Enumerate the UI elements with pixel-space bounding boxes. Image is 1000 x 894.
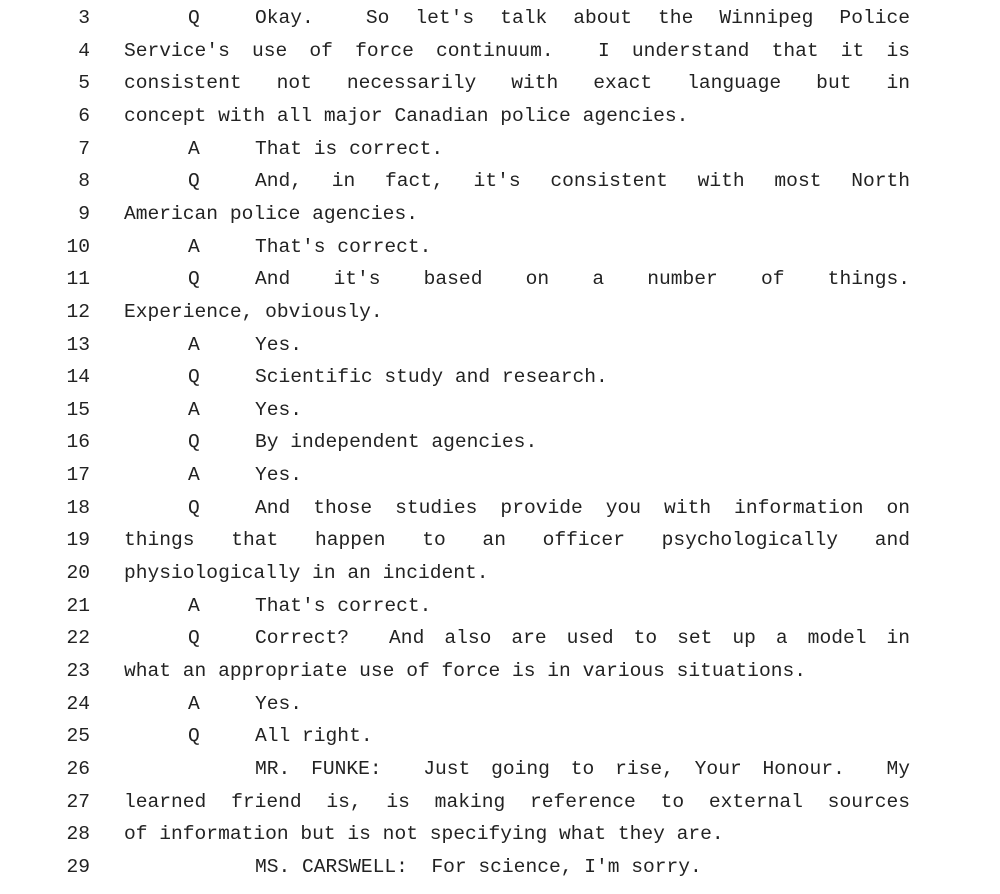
line-number: 21 xyxy=(66,594,90,617)
speaker-marker: Q xyxy=(188,268,200,291)
line-text: And, in fact, it's consistent with most North xyxy=(255,170,910,193)
line-text: Yes. xyxy=(255,692,303,715)
line-number: 20 xyxy=(66,562,90,585)
line-number: 16 xyxy=(66,431,90,454)
line-number: 27 xyxy=(66,790,90,813)
transcript-line xyxy=(0,851,1000,883)
line-text: consistent not necessarily with exact language but in xyxy=(124,72,910,95)
line-text: Yes. xyxy=(255,398,303,421)
transcript-line xyxy=(0,361,1000,393)
line-text: Correct? And also are used to set up a model in xyxy=(255,627,910,650)
transcript-line xyxy=(0,296,1000,328)
line-text: Yes. xyxy=(255,333,303,356)
transcript-line xyxy=(0,263,1000,295)
line-number: 8 xyxy=(78,170,90,193)
transcript-line xyxy=(0,133,1000,165)
transcript-line xyxy=(0,688,1000,720)
line-text: And it's based on a number of things. xyxy=(255,268,910,291)
transcript-line xyxy=(0,426,1000,458)
line-number: 23 xyxy=(66,660,90,682)
speaker-marker: Q xyxy=(188,496,200,519)
line-text: That's correct. xyxy=(255,594,432,617)
line-text: what an appropriate use of force is in various situations. xyxy=(124,660,806,682)
line-text: That's correct. xyxy=(255,235,432,258)
speaker-marker: A xyxy=(188,137,200,160)
line-number: 26 xyxy=(66,757,90,780)
line-text: Yes. xyxy=(255,464,303,487)
speaker-marker: Q xyxy=(188,627,200,650)
line-number: 13 xyxy=(66,333,90,356)
line-text: concept with all major Canadian police agencies. xyxy=(124,104,689,127)
line-number: 28 xyxy=(66,823,90,846)
line-number: 17 xyxy=(66,464,90,487)
transcript-line xyxy=(0,329,1000,361)
transcript-line xyxy=(0,557,1000,589)
speaker-marker: A xyxy=(188,235,200,258)
line-number: 24 xyxy=(66,692,90,715)
line-text: Scientific study and research. xyxy=(255,366,608,389)
transcript-line xyxy=(0,753,1000,785)
line-number: 9 xyxy=(78,202,90,225)
transcript-line xyxy=(0,198,1000,230)
transcript-line xyxy=(0,818,1000,850)
line-text: of information but is not specifying what they are. xyxy=(124,823,724,846)
speaker-marker: Q xyxy=(188,170,200,193)
line-number: 14 xyxy=(66,366,90,389)
speaker-marker: A xyxy=(188,333,200,356)
line-number: 22 xyxy=(66,627,90,650)
line-text: American police agencies. xyxy=(124,202,418,225)
transcript-line xyxy=(0,459,1000,491)
speaker-marker: A xyxy=(188,594,200,617)
line-number: 11 xyxy=(66,268,90,291)
transcript-line xyxy=(0,35,1000,67)
line-number: 5 xyxy=(78,72,90,95)
line-text: MR. FUNKE: Just going to rise, Your Honour. My xyxy=(255,757,910,780)
speaker-marker: Q xyxy=(188,366,200,389)
line-number: 6 xyxy=(78,104,90,127)
line-number: 4 xyxy=(78,39,90,62)
line-text: And those studies provide you with information on xyxy=(255,496,910,519)
transcript-line xyxy=(0,720,1000,752)
speaker-marker: Q xyxy=(188,431,200,454)
speaker-marker: A xyxy=(188,464,200,487)
line-text: Service's use of force continuum. I understand that it is xyxy=(124,39,910,62)
line-number: 15 xyxy=(66,398,90,421)
line-number: 25 xyxy=(66,725,90,748)
transcript-line xyxy=(0,622,1000,654)
line-text: That is correct. xyxy=(255,137,444,160)
line-text: physiologically in an incident. xyxy=(124,562,489,585)
line-number: 12 xyxy=(66,300,90,323)
line-text: MS. CARSWELL: For science, I'm sorry. xyxy=(255,855,702,878)
line-number: 19 xyxy=(66,529,90,552)
transcript-line xyxy=(0,394,1000,426)
transcript-line xyxy=(0,655,1000,687)
transcript-line xyxy=(0,492,1000,524)
line-text: Okay. So let's talk about the Winnipeg Police xyxy=(255,7,910,29)
line-text: things that happen to an officer psychologically and xyxy=(124,529,910,552)
transcript-line xyxy=(0,786,1000,818)
line-number: 29 xyxy=(66,855,90,878)
speaker-marker: Q xyxy=(188,725,200,748)
transcript-line xyxy=(0,2,1000,34)
line-text: All right. xyxy=(255,725,373,748)
transcript-line xyxy=(0,165,1000,197)
line-number: 10 xyxy=(66,235,90,258)
speaker-marker: Q xyxy=(188,7,200,29)
speaker-marker: A xyxy=(188,692,200,715)
transcript-line xyxy=(0,100,1000,132)
line-text: Experience, obviously. xyxy=(124,300,383,323)
line-number: 7 xyxy=(78,137,90,160)
line-number: 3 xyxy=(78,7,90,29)
transcript-line xyxy=(0,231,1000,263)
transcript-line xyxy=(0,67,1000,99)
transcript-line xyxy=(0,524,1000,556)
line-text: By independent agencies. xyxy=(255,431,538,454)
line-text: learned friend is, is making reference to external sources xyxy=(124,790,910,813)
speaker-marker: A xyxy=(188,398,200,421)
line-number: 18 xyxy=(66,496,90,519)
transcript-line xyxy=(0,590,1000,622)
